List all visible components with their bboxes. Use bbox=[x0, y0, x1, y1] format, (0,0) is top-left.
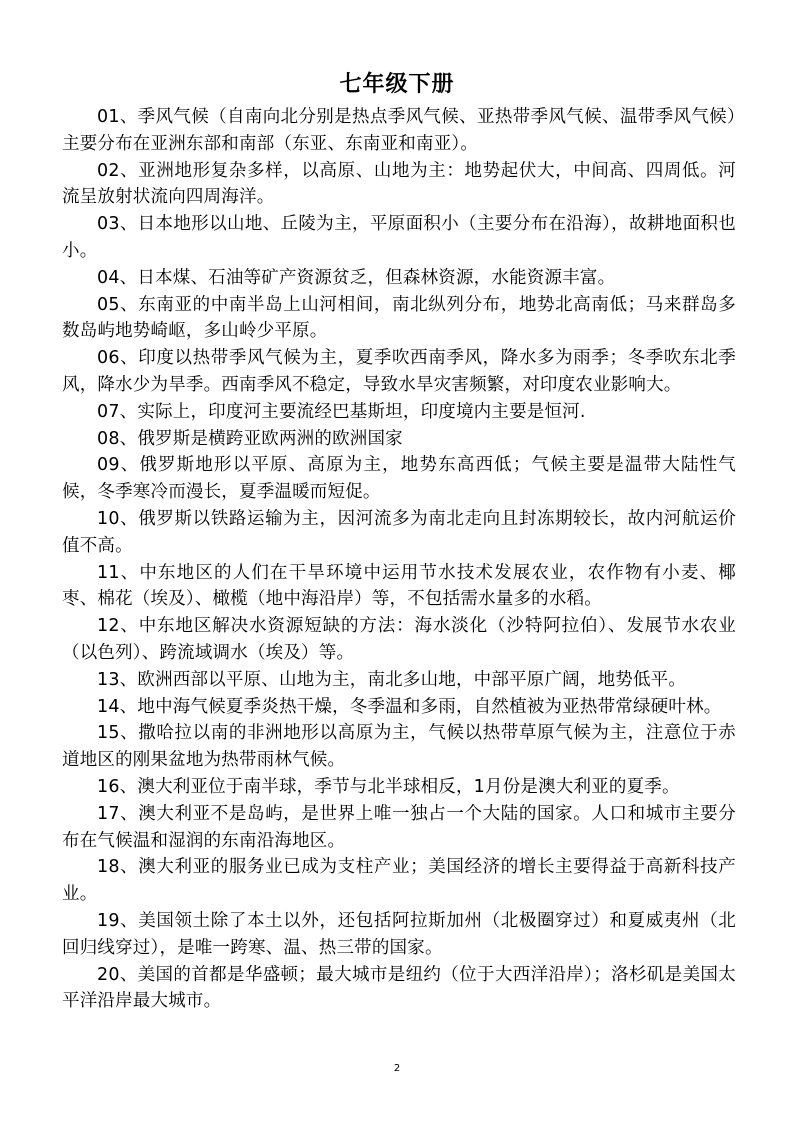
paragraph-item: 17、澳大利亚不是岛屿，是世界上唯一独占一个大陆的国家。人口和城市主要分布在气候温和湿润的东南沿海地区。 bbox=[62, 803, 736, 851]
paragraph-item: 01、季风气候（自南向北分别是热点季风气候、亚热带季风气候、温带季风气候）主要分布在亚洲东部和南部（东亚、东南亚和南亚）。 bbox=[62, 107, 736, 154]
paragraph-item: 11、中东地区的人们在干旱环境中运用节水技术发展农业，农作物有小麦、椰枣、棉花（埃及）、橄榄（地中海沿岸）等，不包括需水量多的水稻。 bbox=[62, 562, 736, 610]
paragraph-item: 06、印度以热带季风气候为主，夏季吹西南季风，降水多为雨季；冬季吹东北季风，降水少为旱季。西南季风不稳定，导致水旱灾害频繁，对印度农业影响大。 bbox=[62, 348, 736, 395]
paragraph-item: 14、地中海气候夏季炎热干燥，冬季温和多雨，自然植被为亚热带常绿硬叶林。 bbox=[97, 696, 722, 717]
paragraph-item: 03、日本地形以山地、丘陵为主，平原面积小（主要分布在沿海），故耕地面积也小。 bbox=[62, 214, 736, 261]
paragraph-item: 12、中东地区解决水资源短缺的方法：海水淡化（沙特阿拉伯）、发展节水农业（以色列）、跨流域调水（埃及）等。 bbox=[62, 616, 736, 663]
paragraph-item: 07、实际上，印度河主要流经巴基斯坦，印度境内主要是恒河. bbox=[97, 401, 586, 422]
paragraph-item: 13、欧洲西部以平原、山地为主，南北多山地，中部平原广阔，地势低平。 bbox=[97, 669, 687, 690]
paragraph-item: 18、澳大利亚的服务业已成为支柱产业；美国经济的增长主要得益于高新科技产业。 bbox=[62, 857, 736, 905]
paragraph-item: 19、美国领土除了本土以外，还包括阿拉斯加州（北极圈穿过）和夏威夷州（北回归线穿过），是唯一跨寒、温、热三带的国家。 bbox=[62, 910, 736, 958]
document-body bbox=[62, 104, 736, 1015]
paragraph-item: 10、俄罗斯以铁路运输为主，因河流多为南北走向且封冻期较长，故内河航运价值不高。 bbox=[62, 508, 736, 556]
paragraph-item: 04、日本煤、石油等矿产资源贫乏，但森林资源，水能资源丰富。 bbox=[97, 267, 616, 288]
paragraph-item: 15、撒哈拉以南的非洲地形以高原为主，气候以热带草原气候为主，注意位于赤道地区的刚果盆地为热带雨林气候。 bbox=[62, 723, 736, 771]
paragraph-item: 09、俄罗斯地形以平原、高原为主，地势东高西低；气候主要是温带大陆性气候，冬季寒冷而漫长，夏季温暖而短促。 bbox=[62, 455, 736, 503]
page-number: 2 bbox=[393, 1063, 401, 1074]
paragraph-item: 08、俄罗斯是横跨亚欧两洲的欧洲国家 bbox=[97, 428, 403, 449]
paragraph-item: 02、亚洲地形复杂多样，以高原、山地为主：地势起伏大，中间高、四周低。河流呈放射状流向四周海洋。 bbox=[62, 160, 736, 208]
page-title: 七年级下册 bbox=[339, 72, 455, 97]
paragraph-item: 05、东南亚的中南半岛上山河相间，南北纵列分布，地势北高南低；马来群岛多数岛屿地势崎岖，多山岭少平原。 bbox=[62, 294, 736, 342]
paragraph-item: 16、澳大利亚位于南半球，季节与北半球相反，1月份是澳大利亚的夏季。 bbox=[97, 776, 680, 797]
paragraph-item: 20、美国的首都是华盛顿；最大城市是纽约（位于大西洋沿岸）；洛杉矶是美国太平洋沿岸最大城市。 bbox=[62, 964, 736, 1012]
